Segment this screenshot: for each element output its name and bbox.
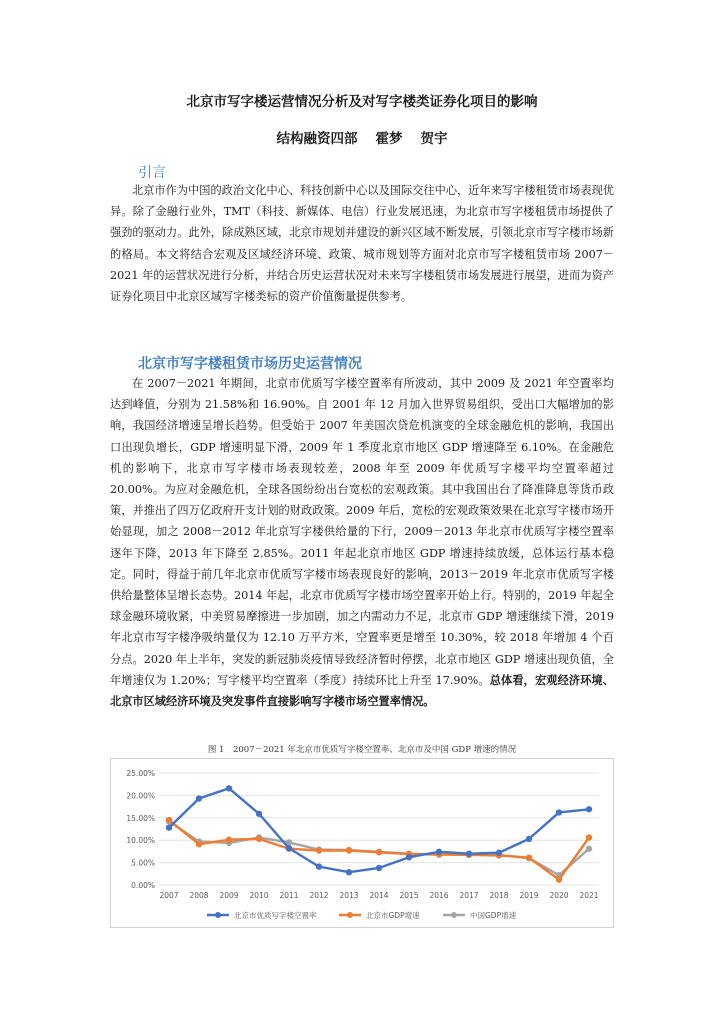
- history-heading: 北京市写字楼租赁市场历史运营情况: [138, 356, 362, 372]
- history-body-text: 在 2007－2021 年期间，北京市优质写字楼空置率有所波动，其中 2009 及 2021 年空置率均达到峰值，分别为 21.58%和 16.90%。自 2001 年 12 月加入世界贸易组织，受出口大幅增加的影响，我国经济增速呈增长趋势。但受始于 2007 年美国次贷危机演变的全球金融危机的影响，我国出口出现负增长，GDP 增速明显下滑，2009 年 1 季度北京市地区 GDP 增速降至 6.10%。在金融危机的影响下，北京市写字楼市场表现较差，2008 年至 2009 年优质写字楼平均空置率超过 20.00%。为应对金融危机，全球各国纷纷出台宽松的宏观政策。其中我国出台了降准降息等货币政策，并推出了四万亿政府开支计划的财政政策。2009 年后，宽松的宏观政策效果在北京写字楼市场开始显现，加之 2008－2012 年北京写字楼供给量的下行，2009－2013 年北京市优质写字楼空置率逐年下降，2013 年下降至 2.85%。2011 年起北京市地区 GDP 增速持续放缓，总体运行基本稳定。同时，得益于前几年北京市优质写字楼市场表现良好的影响，2013－2019 年北京市优质写字楼供给量整体呈增长态势。2014 年起，北京市优质写字楼市场空置率开始上行。特别的，2019 年起全球金融环境收紧，中美贸易摩擦进一步加剧，加之内需动力不足，北京市 GDP 增速继续下滑，2019 年北京市写字楼净吸纳量仅为 12.10 万平方米，空置率更是增至 10.30%，较 2018 年增加 4 个百分点。2020 年上半年，突发的新冠肺炎疫情导致经济暂时停摆，北京市地区 GDP 增速出现负值，全年增速仅为 1.20%；写字楼平均空置率（季度）持续环比上升至 17.90%。: [110, 377, 614, 687]
- data-point: [586, 806, 592, 812]
- x-tick-label: 2011: [279, 891, 299, 900]
- x-tick-label: 2012: [309, 891, 329, 900]
- data-point: [166, 817, 172, 823]
- intro-heading: 引言: [138, 165, 166, 181]
- x-tick-label: 2017: [459, 891, 479, 900]
- x-tick-label: 2010: [249, 891, 269, 900]
- paper-title: 北京市写字楼运营情况分析及对写字楼类证券化项目的影响: [186, 94, 538, 110]
- legend-label: 北京市优质写字楼空置率: [234, 911, 317, 920]
- y-tick-label: 5.00%: [131, 858, 155, 868]
- author-name-2: 贺宇: [420, 131, 448, 147]
- legend-marker: [347, 912, 353, 918]
- data-point: [256, 836, 262, 842]
- x-tick-label: 2015: [399, 891, 419, 900]
- x-tick-label: 2021: [579, 891, 599, 900]
- data-point: [526, 854, 532, 860]
- data-point: [586, 834, 592, 840]
- data-point: [406, 854, 412, 860]
- data-point: [316, 863, 322, 869]
- data-point: [376, 865, 382, 871]
- data-point: [556, 876, 562, 882]
- x-tick-label: 2013: [339, 891, 359, 900]
- chart-frame: [110, 758, 614, 928]
- x-tick-label: 2016: [429, 891, 449, 900]
- legend-marker: [451, 912, 457, 918]
- history-bold-conclusion: 总体看，宏观经济环境、北京市区域经济环境及突发事件直接影响写字楼市场空置率情况。: [110, 673, 614, 709]
- line-chart: [111, 759, 613, 927]
- author-line: [0, 127, 724, 147]
- data-point: [496, 850, 502, 856]
- series-line: [169, 788, 589, 872]
- data-point: [196, 795, 202, 801]
- data-point: [586, 846, 592, 852]
- y-tick-label: 20.00%: [126, 791, 155, 801]
- y-tick-label: 0.00%: [131, 881, 155, 890]
- x-tick-label: 2014: [369, 891, 389, 900]
- data-point: [526, 836, 532, 842]
- x-tick-label: 2007: [159, 891, 179, 900]
- data-point: [316, 847, 322, 853]
- legend-label: 北京市GDP增速: [366, 911, 420, 920]
- y-tick-label: 15.00%: [126, 813, 155, 823]
- y-tick-label: 25.00%: [126, 769, 155, 778]
- data-point: [346, 869, 352, 875]
- y-tick-label: 10.00%: [126, 836, 155, 846]
- x-tick-label: 2018: [489, 891, 509, 900]
- data-point: [226, 785, 232, 791]
- data-point: [286, 845, 292, 851]
- data-point: [346, 847, 352, 853]
- figure-caption: 图 1 2007－2021 年北京市优质写字楼空置率、北京市及中国 GDP 增速的情况: [207, 745, 517, 755]
- x-tick-label: 2009: [219, 891, 239, 900]
- legend-marker: [215, 912, 221, 918]
- x-tick-label: 2008: [189, 891, 209, 900]
- data-point: [436, 849, 442, 855]
- data-point: [166, 824, 172, 830]
- data-point: [196, 841, 202, 847]
- data-point: [256, 811, 262, 817]
- x-tick-label: 2020: [549, 891, 569, 900]
- x-tick-label: 2019: [519, 891, 539, 900]
- legend-label: 中国GDP增速: [470, 911, 517, 920]
- intro-paragraph: 北京市作为中国的政治文化中心、科技创新中心以及国际交往中心，近年来写字楼租赁市场表现优异。除了金融行业外，TMT（科技、新媒体、电信）行业发展迅速，为北京市写字楼租赁市场提供了强劲的驱动力。此外，除成熟区域，北京市规划并建设的新兴区域不断发展，引领北京市写字楼市场新的格局。本文将结合宏观及区域经济环境、政策、城市规划等方面对北京市写字楼租赁市场 2007－2021 年的运营状况进行分析，并结合历史运营状况对未来写字楼租赁市场发展进行展望，进而为资产证券化项目中北京区域写字楼类标的资产价值衡量提供参考。: [110, 184, 614, 304]
- data-point: [376, 849, 382, 855]
- data-point: [226, 837, 232, 843]
- history-paragraph: [110, 373, 614, 712]
- data-point: [556, 809, 562, 815]
- data-point: [466, 850, 472, 856]
- author-department: 结构融资四部: [276, 131, 358, 147]
- author-name-1: 霍梦: [375, 131, 403, 147]
